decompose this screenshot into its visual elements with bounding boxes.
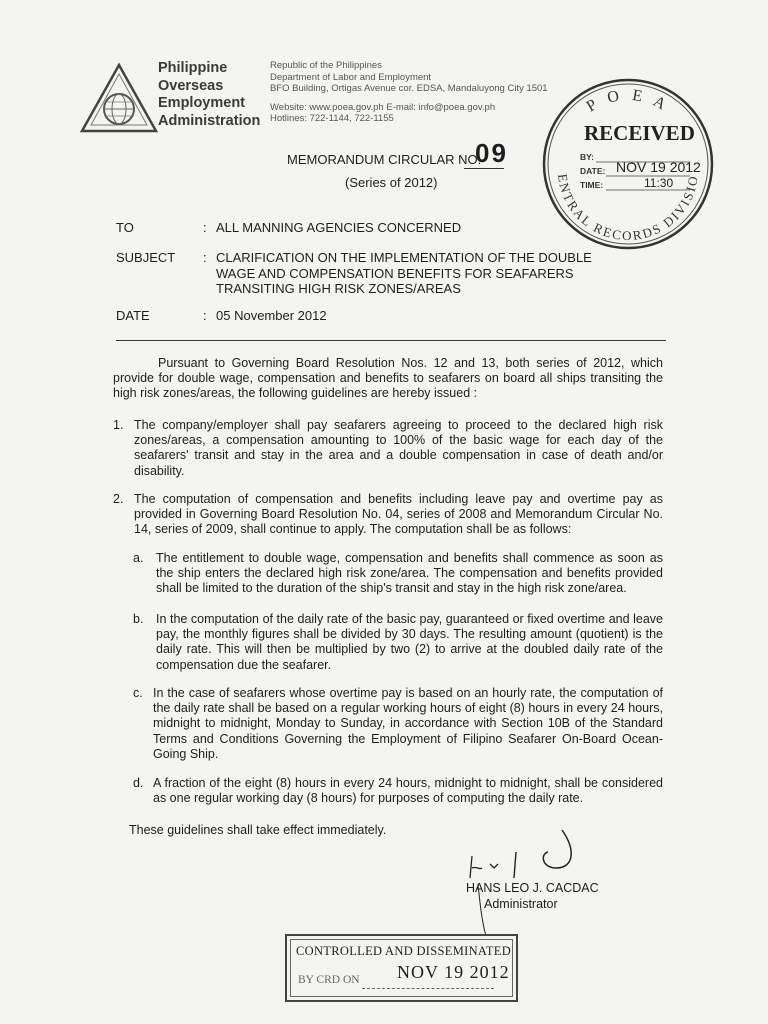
intro-paragraph: Pursuant to Governing Board Resolution Nos. 12 and 13, both series of 2012, which provide for double wage, compensation and benefits to seafarers on board all ships transiting the high risk zones/areas, the following guidelines are hereby issued :	[113, 356, 663, 401]
header-divider	[116, 340, 666, 341]
sub-d-marker: d.	[133, 776, 144, 790]
subject-line: WAGE AND COMPENSATION BENEFITS FOR SEAFARERS	[216, 265, 574, 281]
received-stamp	[528, 60, 724, 252]
sub-d-text: A fraction of the eight (8) hours in every 24 hours, midnight to midnight, shall be considered as one regular working day (8 hours) for purposes of computing the daily rate.	[153, 776, 663, 806]
republic-line: Republic of the Philippines	[270, 60, 382, 71]
org-name	[158, 60, 260, 130]
memo-series: (Series of 2012)	[345, 175, 438, 190]
org-name-line: Overseas	[158, 77, 224, 94]
date-colon: :	[203, 308, 207, 323]
website-line: Website: www.poea.gov.ph E-mail: info@poea.gov.ph	[270, 102, 496, 113]
svg-text:P O E A	[584, 87, 672, 115]
control-stamp-line2: BY CRD ON	[298, 974, 360, 986]
sub-a-marker: a.	[133, 551, 144, 565]
stamp-by-label: BY:	[580, 152, 595, 162]
org-name-line: Administration	[158, 112, 261, 129]
item-2-marker: 2.	[113, 492, 124, 506]
hotlines-line: Hotlines: 722-1144, 722-1155	[270, 113, 394, 124]
sub-c-marker: c.	[133, 686, 143, 700]
control-stamp-line1: CONTROLLED AND DISSEMINATED	[296, 944, 512, 958]
stamp-agency: P O E A	[583, 86, 673, 116]
stamp-time-value: 11:30	[644, 176, 674, 190]
closing-line: These guidelines shall take effect immediately.	[129, 823, 387, 837]
poea-logo	[80, 62, 158, 134]
memo-title: MEMORANDUM CIRCULAR NO.	[287, 152, 482, 167]
control-stamp-date: NOV 19 2012	[397, 962, 510, 982]
to-label: TO	[116, 220, 134, 235]
org-name-line: Philippine	[158, 60, 228, 76]
svg-text:CENTRAL RECORDS DIVISION	[528, 60, 701, 243]
subject-colon: :	[203, 250, 207, 265]
signatory-title: Administrator	[484, 897, 558, 911]
subject-value	[216, 250, 592, 297]
subject-line: TRANSITING HIGH RISK ZONES/AREAS	[216, 281, 461, 296]
to-colon: :	[203, 220, 207, 235]
sub-b-text: In the computation of the daily rate of the basic pay, guaranteed or fixed overtime and leave pay, the monthly figures shall be divided by 30 days. The resulting amount (quotient) is the daily rate. This will then be multiplied by two (2) to arrive at the doubled daily rate of the compensation due the seafarer.	[156, 612, 663, 672]
stamp-date-label: DATE:	[580, 166, 606, 176]
to-value: ALL MANNING AGENCIES CONCERNED	[216, 220, 462, 235]
sub-c-text: In the case of seafarers whose overtime pay is based on an hourly rate, the computation of the daily rate shall be based on a regular working hours of eight (8) hours in every 24 hours, midnight to midnight, Monday to Sunday, in accordance with Section 10B of the Standard Terms and Conditions Governing the Employment of Filipino Seafarer On-Board Ocean-Going Ship.	[153, 686, 663, 761]
item-1-text: The company/employer shall pay seafarers agreeing to proceed to the declared high risk zones/areas, a compensation amounting to 100% of the basic wage for each day of the seafarers' transit and stay in the area and a double compensation in case of death and/or disability.	[134, 418, 663, 478]
item-1-marker: 1.	[113, 418, 124, 432]
subject-line: CLARIFICATION ON THE IMPLEMENTATION OF THE DOUBLE	[216, 250, 592, 265]
memo-number: 09	[475, 138, 508, 168]
date-value: 05 November 2012	[216, 308, 327, 323]
signatory-name: HANS LEO J. CACDAC	[466, 881, 599, 895]
address-line: BFO Building, Ortigas Avenue cor. EDSA, Mandaluyong City 1501	[270, 83, 548, 94]
stamp-time-label: TIME:	[580, 180, 604, 190]
subject-label: SUBJECT	[116, 250, 176, 265]
sub-b-marker: b.	[133, 612, 144, 626]
sub-a-text: The entitlement to double wage, compensation and benefits shall commence as soon as the ship enters the declared high risk zone/area. The compensation and benefits provided shall be limited to the duration of the ship's transit and stay in the high risk zone/area.	[156, 551, 663, 596]
org-name-line: Employment	[158, 95, 246, 111]
item-2-text: The computation of compensation and benefits including leave pay and overtime pay as provided in Governing Board Resolution No. 04, series of 2008 and Memorandum Circular No. 14, series of 2009, shall continue to apply. The computation shall be as follows:	[134, 492, 663, 537]
stamp-status: RECEIVED	[584, 121, 695, 145]
department-line: Department of Labor and Employment	[270, 72, 432, 83]
stamp-division: CENTRAL RECORDS DIVISION	[528, 60, 701, 244]
control-stamp-date-underline	[362, 988, 494, 989]
stamp-date-value: NOV 19 2012	[616, 159, 701, 175]
date-label: DATE	[116, 308, 150, 323]
